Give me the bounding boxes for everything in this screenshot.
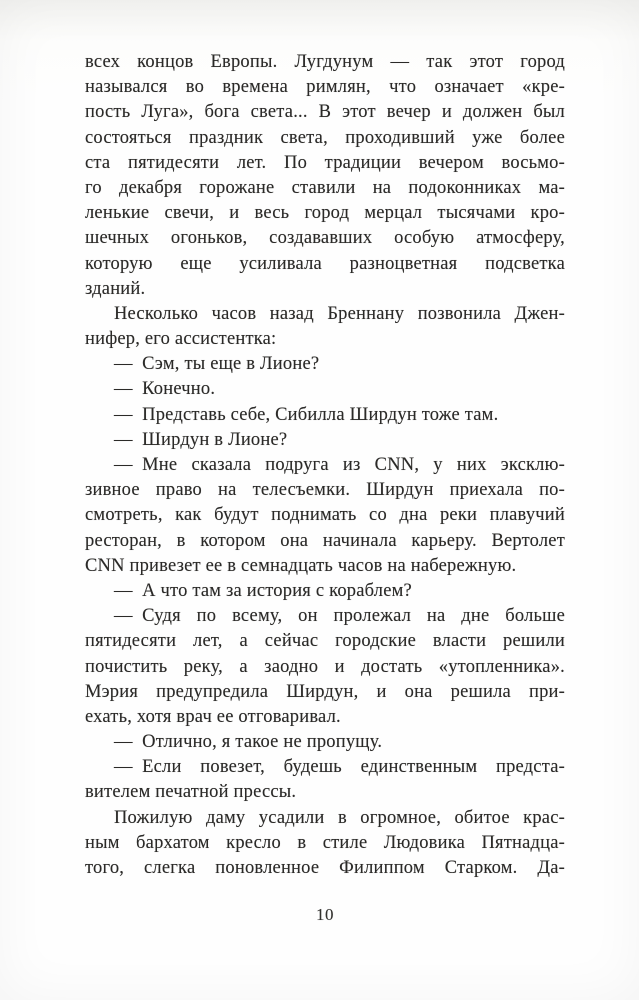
text-line: нифер, его ассистентка: [85,329,277,350]
text-line: го декабря горожане ставили на подоконниках ма- [85,177,565,198]
text-line: — Конечно. [114,379,216,400]
text-line: всех концов Европы. Лугдунум — так этот город [85,52,565,72]
text-line: которую еще усиливала разноцветная подсветка [85,253,565,274]
text-line: Несколько часов назад Бреннану позвонила Джен- [114,303,565,324]
text-line: — Мне сказала подруга из CNN, у них эксклю- [114,455,565,475]
text-line: смотреть, как будут поднимать со дна реки плавучий [85,505,565,526]
text-line: ресторан, в котором она начинала карьеру. Вертолет [85,530,565,551]
text-line: шечных огоньков, создававших особую атмосферу, [85,228,565,249]
text-line: — Сэм, ты еще в Лионе? [114,354,320,375]
text-line: почистить реку, а заодно и достать «утопленника». [85,656,565,677]
text-line: ным бархатом кресло в стиле Людовика Пятнадца- [85,832,565,853]
text-line: зданий. [85,278,146,299]
text-line: назывался во времена римлян, что означает «кре- [85,77,565,98]
text-line: пятидесяти лет, а сейчас городские власти решили [85,631,565,652]
text-line: — Если повезет, будешь единственным предста- [114,757,565,778]
text-line: — Представь себе, Сибилла Ширдун тоже там. [114,404,499,425]
text-line: того, слегка поновленное Филиппом Старком. Да- [85,858,565,878]
text-line: Мэрия предупредила Ширдун, и она решила при- [85,681,565,702]
text-line: ста пятидесяти лет. По традиции вечером восьмо- [85,152,565,173]
text-line: — А что там за история с кораблем? [114,580,412,601]
text-line: — Отлично, я такое не пропущу. [114,732,383,753]
text-line: ехать, хотя врач ее отговаривал. [85,706,341,727]
text-line: CNN привезет ее в семнадцать часов на набережную. [85,555,517,576]
text-line: вителем печатной прессы. [85,782,297,803]
text-line: — Судя по всему, он пролежал на дне больше [114,606,565,627]
text-block [85,50,565,881]
text-line: пость Луга», бога света... В этот вечер и должен был [85,102,565,123]
text-line: зивное право на телесъемки. Ширдун приехала по- [85,480,565,501]
text-line: ленькие свечи, и весь город мерцал тысячами кро- [85,203,565,224]
text-line: Пожилую даму усадили в огромное, обитое крас- [114,807,565,828]
text-line: состояться праздник света, проходивший уже более [85,127,565,148]
text-line: — Ширдун в Лионе? [114,429,288,450]
page-number: 10 [316,905,334,924]
